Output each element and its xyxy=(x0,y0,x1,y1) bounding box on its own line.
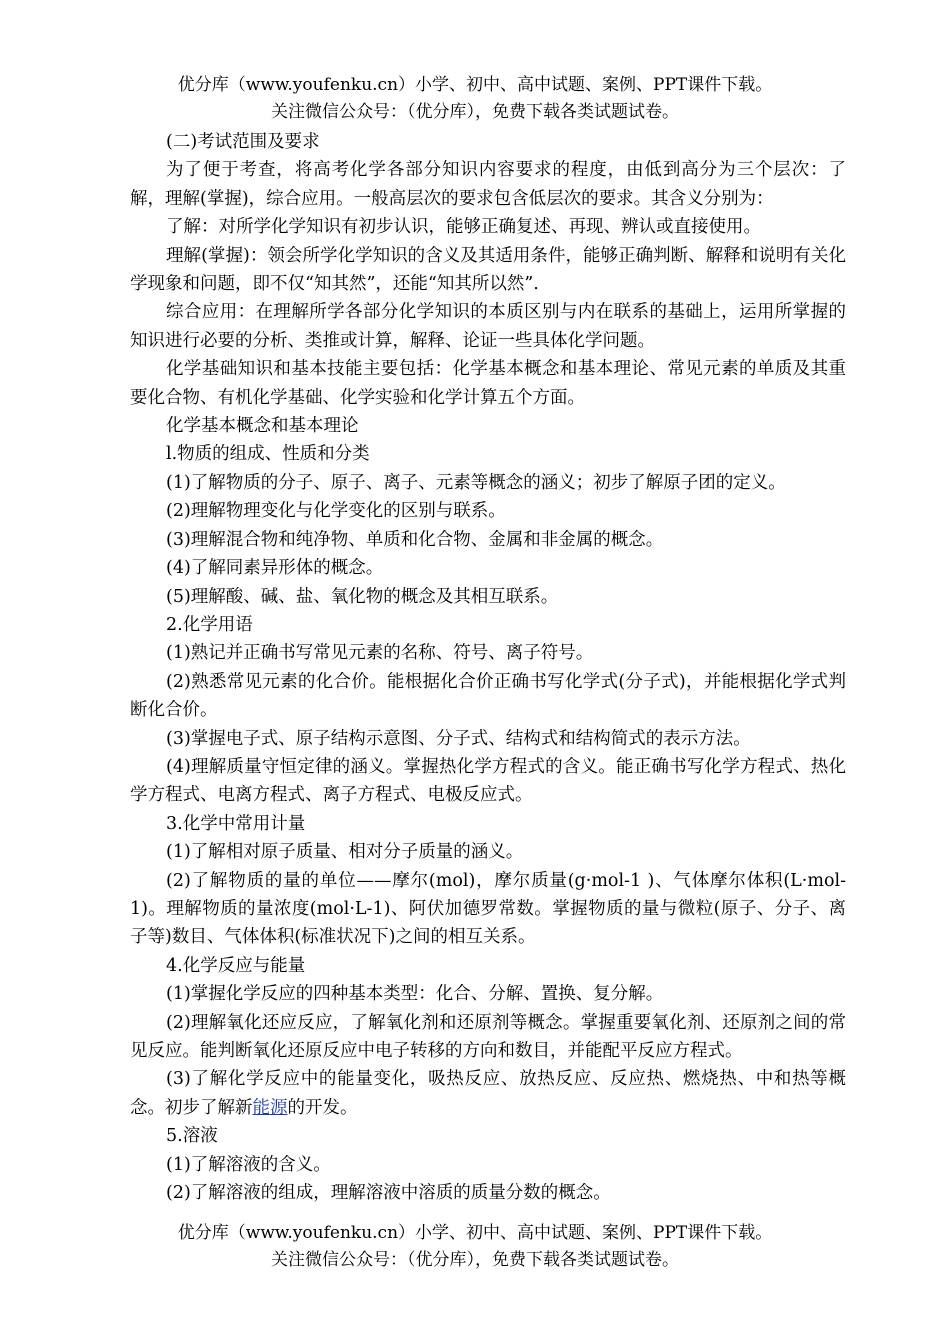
item-5-1: (1)了解溶液的含义。 xyxy=(166,1154,331,1175)
item-1-2: (2)理解物理变化与化学变化的区别与联系。 xyxy=(166,501,506,522)
heading-4: 4.化学反应与能量 xyxy=(166,955,306,976)
item-1-5: (5)理解酸、碱、盐、氧化物的概念及其相互联系。 xyxy=(166,586,559,607)
item-4-3-text-pre: (3)了解化学反应中的能量变化，吸热反应、放热反应、反应热、燃烧热、中和热等概念。初步了解新 xyxy=(130,1069,846,1118)
item-3-2: (2)了解物质的量的单位——摩尔(mol)，摩尔质量(g·mol-1 )、气体摩尔体积(L·mol-1)。理解物质的量浓度(mol·L-1)、阿伏加德罗常数。掌握物质的量与微粒(原子、分子、离子等)数目、气体体积(标准状况下)之间的相互关系。 xyxy=(130,870,846,948)
item-4-3-text-post: 的开发。 xyxy=(287,1097,358,1118)
item-2-2: (2)熟悉常见元素的化合价。能根据化合价正确书写化学式(分子式)，并能根据化学式判断化合价。 xyxy=(130,671,846,721)
paragraph-comprehend: 理解(掌握)：领会所学化学知识的含义及其适用条件，能够正确判断、解释和说明有关化学现象和问题，即不仅“知其然”，还能“知其所以然”. xyxy=(130,245,846,295)
item-4-2: (2)理解氧化还应反应，了解氧化剂和还原剂等概念。掌握重要氧化剂、还原剂之间的常见反应。能判断氧化还原反应中电子转移的方向和数目，并能配平反应方程式。 xyxy=(130,1012,846,1061)
item-2-3: (3)掌握电子式、原子结构示意图、分子式、结构式和结构简式的表示方法。 xyxy=(166,728,751,749)
header-line-1: 优分库（www.youfenku.cn）小学、初中、高中试题、案例、PPT课件下载。 xyxy=(177,75,773,95)
paragraph-understand: 了解：对所学化学知识有初步认识，能够正确复述、再现、辨认或直接使用。 xyxy=(166,217,761,238)
item-3-1: (1)了解相对原子质量、相对分子质量的涵义。 xyxy=(166,842,524,863)
section-title: (二)考试范围及要求 xyxy=(166,132,320,152)
paragraph-basics: 化学基础知识和基本技能主要包括：化学基本概念和基本理论、常见元素的单质及其重要化合物、有机化学基础、化学实验和化学计算五个方面。 xyxy=(130,359,846,408)
header-line-2: 关注微信公众号：（优分库），免费下载各类试题试卷。 xyxy=(271,102,679,122)
subsection-title: 化学基本概念和基本理论 xyxy=(166,416,359,437)
item-1-1: (1)了解物质的分子、原子、离子、元素等概念的涵义；初步了解原子团的定义。 xyxy=(166,472,786,493)
energy-link[interactable]: 能源 xyxy=(252,1097,288,1118)
item-5-2: (2)了解溶液的组成，理解溶液中溶质的质量分数的概念。 xyxy=(166,1183,611,1204)
item-4-3 xyxy=(130,1065,846,1122)
item-2-4: (4)理解质量守恒定律的涵义。掌握热化学方程式的含义。能正确书写化学方程式、热化学方程式、电离方程式、离子方程式、电极反应式。 xyxy=(130,756,846,806)
item-1-4: (4)了解同素异形体的概念。 xyxy=(166,558,384,579)
footer-line-1: 优分库（www.youfenku.cn）小学、初中、高中试题、案例、PPT课件下载。 xyxy=(177,1223,773,1243)
heading-3: 3.化学中常用计量 xyxy=(166,813,306,834)
heading-5: 5.溶液 xyxy=(166,1126,218,1147)
item-1-3: (3)理解混合物和纯净物、单质和化合物、金属和非金属的概念。 xyxy=(166,529,664,550)
paragraph-intro: 为了便于考查，将高考化学各部分知识内容要求的程度，由低到高分为三个层次：了解，理解(掌握)，综合应用。一般高层次的要求包含低层次的要求。其含义分别为： xyxy=(130,160,846,209)
paragraph-apply: 综合应用：在理解所学各部分化学知识的本质区别与内在联系的基础上，运用所掌握的知识进行必要的分析、类推或计算，解释、论证一些具体化学问题。 xyxy=(130,302,846,351)
heading-2: 2.化学用语 xyxy=(166,614,253,635)
footer-line-2: 关注微信公众号：（优分库），免费下载各类试题试卷。 xyxy=(271,1250,679,1270)
item-2-1: (1)熟记并正确书写常见元素的名称、符号、离子符号。 xyxy=(166,643,594,664)
heading-1: l.物质的组成、性质和分类 xyxy=(166,444,370,465)
document-body xyxy=(130,128,846,1207)
item-4-1: (1)掌握化学反应的四种基本类型：化合、分解、置换、复分解。 xyxy=(166,984,664,1005)
